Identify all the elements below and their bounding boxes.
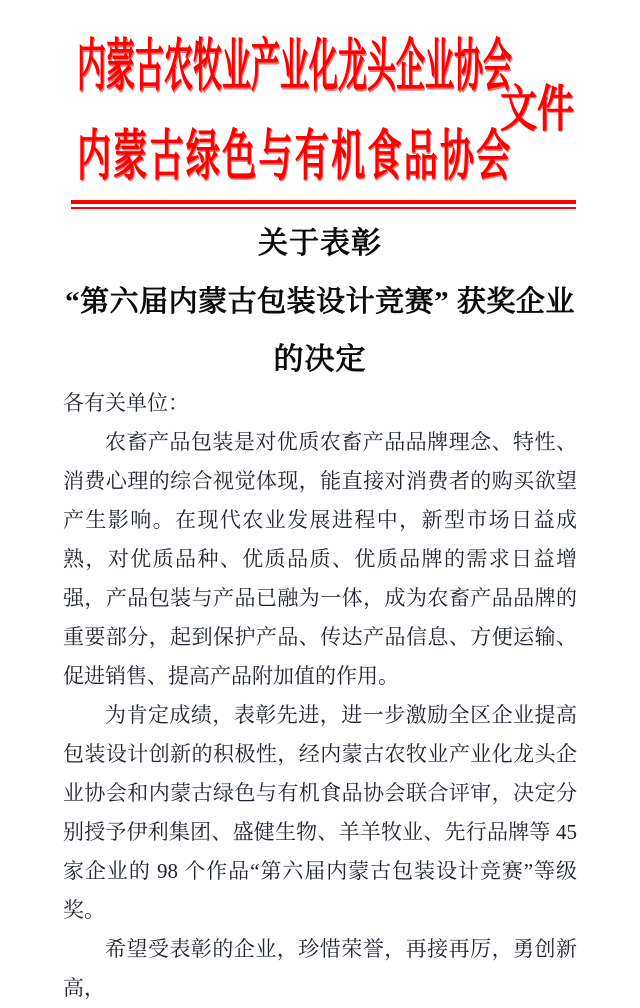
title-line-1: 关于表彰 <box>258 227 382 260</box>
org-name-line-2: 内蒙古绿色与有机食品协会 <box>77 125 513 188</box>
document-body <box>63 384 577 1008</box>
body-paragraph-3: 希望受表彰的企业，珍惜荣誉，再接再厉，勇创新高， <box>63 937 577 1000</box>
doc-type-label: 文件 <box>500 81 574 137</box>
red-separator-rule <box>71 200 576 209</box>
document-title <box>0 215 640 389</box>
body-paragraph-1: 农畜产品包装是对优质农畜产品品牌理念、特性、消费心理的综合视觉体现，能直接对消费者的购买欲望产生影响。在现代农业发展进程中，新型市场日益成熟，对优质品种、优质品质、优质品牌的需求日益增强，产品包装与产品已融为一体，成为农畜产品品牌的重要部分，起到保护产品、传达产品信息、方便运输、促进销售、提高产品附加值的作用。 <box>63 430 577 688</box>
title-line-2: “第六届内蒙古包装设计竞赛” 获奖企业 <box>65 286 575 318</box>
title-line-3: 的决定 <box>273 343 367 376</box>
red-rule-thin-line <box>71 207 576 209</box>
org-name-line-1: 内蒙古农牧业产业化龙头企业协会 <box>77 36 513 99</box>
red-rule-thick-line <box>71 200 576 204</box>
body-paragraph-2: 为肯定成绩，表彰先进，进一步激励全区企业提高包装设计创新的积极性，经内蒙古农牧业产业化龙头企业协会和内蒙古绿色与有机食品协会联合评审，决定分别授予伊利集团、盛健生物、羊羊牧业、先行品牌等 45 家企业的 98 个作品“第六届内蒙古包装设计竞赛”等级奖。 <box>63 703 577 922</box>
salutation: 各有关单位： <box>63 391 189 415</box>
